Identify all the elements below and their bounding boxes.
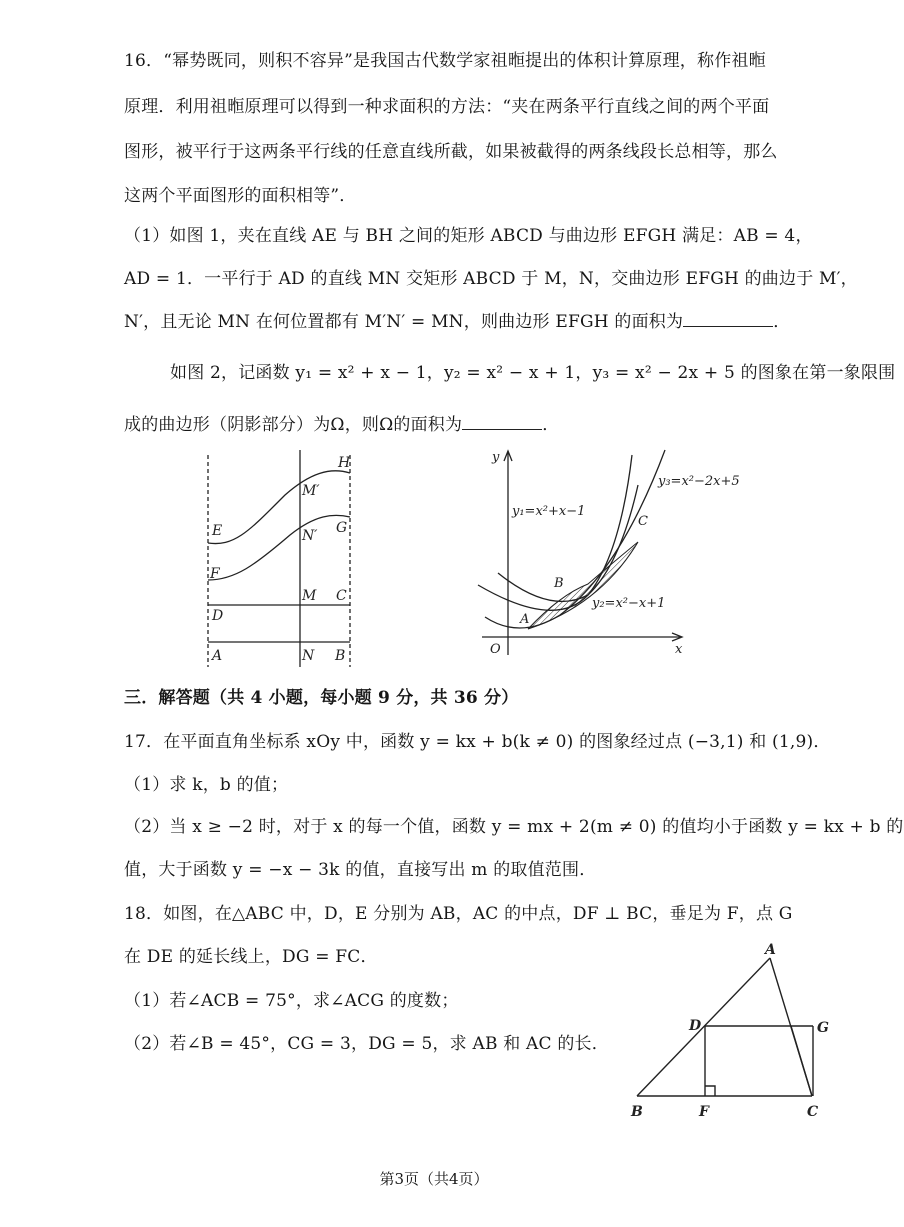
label-H: H xyxy=(338,455,351,471)
q16-line3: 图形，被平行于这两条平行线的任意直线所截，如果被截得的两条线段长总相等，那么 xyxy=(124,142,778,162)
fig3-label-F: F xyxy=(699,1104,709,1120)
fig3-label-C: C xyxy=(807,1104,819,1120)
q17-line1: 17．在平面直角坐标系 xOy 中，函数 y = kx + b(k ≠ 0) 的图象经过点 (−3,1) 和 (1,9)． xyxy=(124,732,831,752)
label-y3: y₃=x²−2x+5 xyxy=(658,474,740,489)
q16-part1-period: ． xyxy=(773,312,791,332)
q17-line4: 值，大于函数 y = −x − 3k 的值，直接写出 m 的取值范围． xyxy=(124,860,597,880)
figure-3 xyxy=(625,940,840,1125)
label-y1: y₁=x²+x−1 xyxy=(512,504,586,519)
q17-line3: （2）当 x ≥ −2 时，对于 x 的每一个值，函数 y = mx + 2(m ≠ 0) 的值均小于函数 y = kx + b 的 xyxy=(124,817,904,837)
fig3-label-B: B xyxy=(631,1104,643,1120)
label-C: C xyxy=(336,588,347,604)
q16-line1: 16．“幂势既同，则积不容异”是我国古代数学家祖暅提出的体积计算原理，称作祖暅 xyxy=(124,51,766,71)
q16-part1-line2: AD = 1．一平行于 AD 的直线 MN 交矩形 ABCD 于 M，N，交曲边形 EFGH 的曲边于 M′， xyxy=(124,269,858,289)
origin-label: O xyxy=(490,642,501,657)
curve-FG xyxy=(208,515,350,580)
figure-1 xyxy=(195,445,370,670)
fig3-label-D: D xyxy=(689,1018,702,1034)
q16-part2-period: ． xyxy=(542,415,560,435)
segment-EC xyxy=(791,1026,812,1096)
page-footer: 第3页（共4页） xyxy=(379,1170,489,1188)
q16-part2-line2-text: 成的曲边形（阴影部分）为Ω，则Ω的面积为 xyxy=(124,415,463,435)
shaded-region xyxy=(528,542,638,629)
right-angle-mark xyxy=(705,1086,715,1096)
q16-part1-line3-text: N′，且无论 MN 在何位置都有 M′N′ = MN，则曲边形 EFGH 的面积为 xyxy=(124,312,684,332)
q16-line4: 这两个平面图形的面积相等”． xyxy=(124,186,357,206)
fig3-label-A: A xyxy=(765,942,776,958)
curve-y1 xyxy=(498,485,638,601)
answer-blank-1 xyxy=(683,326,773,327)
q17-line2: （1）求 k，b 的值； xyxy=(124,775,289,795)
q18-line4: （2）若∠B = 45°，CG = 3，DG = 5，求 AB 和 AC 的长． xyxy=(124,1034,609,1054)
label-M-prime: M′ xyxy=(302,483,320,499)
label-M: M xyxy=(302,588,317,604)
label-N-prime: N′ xyxy=(302,528,318,544)
figure-2 xyxy=(470,445,740,660)
label-F: F xyxy=(210,566,220,582)
q16-part2-line1: 如图 2，记函数 y₁ = x² + x − 1，y₂ = x² − x + 1，y₃ = x² − 2x + 5 的图象在第一象限围 xyxy=(170,363,896,383)
q16-line2: 原理．利用祖暅原理可以得到一种求面积的方法：“夹在两条平行直线之间的两个平面 xyxy=(124,97,770,117)
label-E: E xyxy=(212,523,223,539)
point-A: A xyxy=(520,612,530,627)
section-3-heading: 三．解答题（共 4 小题，每小题 9 分，共 36 分） xyxy=(124,688,519,708)
label-D: D xyxy=(212,608,224,624)
label-A: A xyxy=(212,648,223,664)
q16-part2-line2 xyxy=(124,410,559,435)
label-y2: y₂=x²−x+1 xyxy=(592,596,666,611)
q18-line2: 在 DE 的延长线上，DG = FC． xyxy=(124,947,378,967)
segment-AB xyxy=(637,958,770,1096)
answer-blank-2 xyxy=(462,429,542,430)
label-B: B xyxy=(335,648,346,664)
axis-y-label: y xyxy=(492,450,500,465)
q16-part1-line3 xyxy=(124,307,790,332)
fig3-label-G: G xyxy=(817,1020,829,1036)
q18-line1: 18．如图，在△ABC 中，D，E 分别为 AB，AC 的中点，DF ⊥ BC，垂足为 F，点 G xyxy=(124,904,793,924)
label-N: N xyxy=(302,648,315,664)
q18-line3: （1）若∠ACB = 75°，求∠ACG 的度数； xyxy=(124,991,459,1011)
curve-EH xyxy=(208,471,350,544)
q16-part1-line1: （1）如图 1，夹在直线 AE 与 BH 之间的矩形 ABCD 与曲边形 EFGH 满足：AB = 4， xyxy=(124,226,813,246)
point-B: B xyxy=(554,576,564,591)
axis-x-label: x xyxy=(675,642,683,657)
label-G: G xyxy=(336,520,348,536)
point-C: C xyxy=(638,514,648,529)
